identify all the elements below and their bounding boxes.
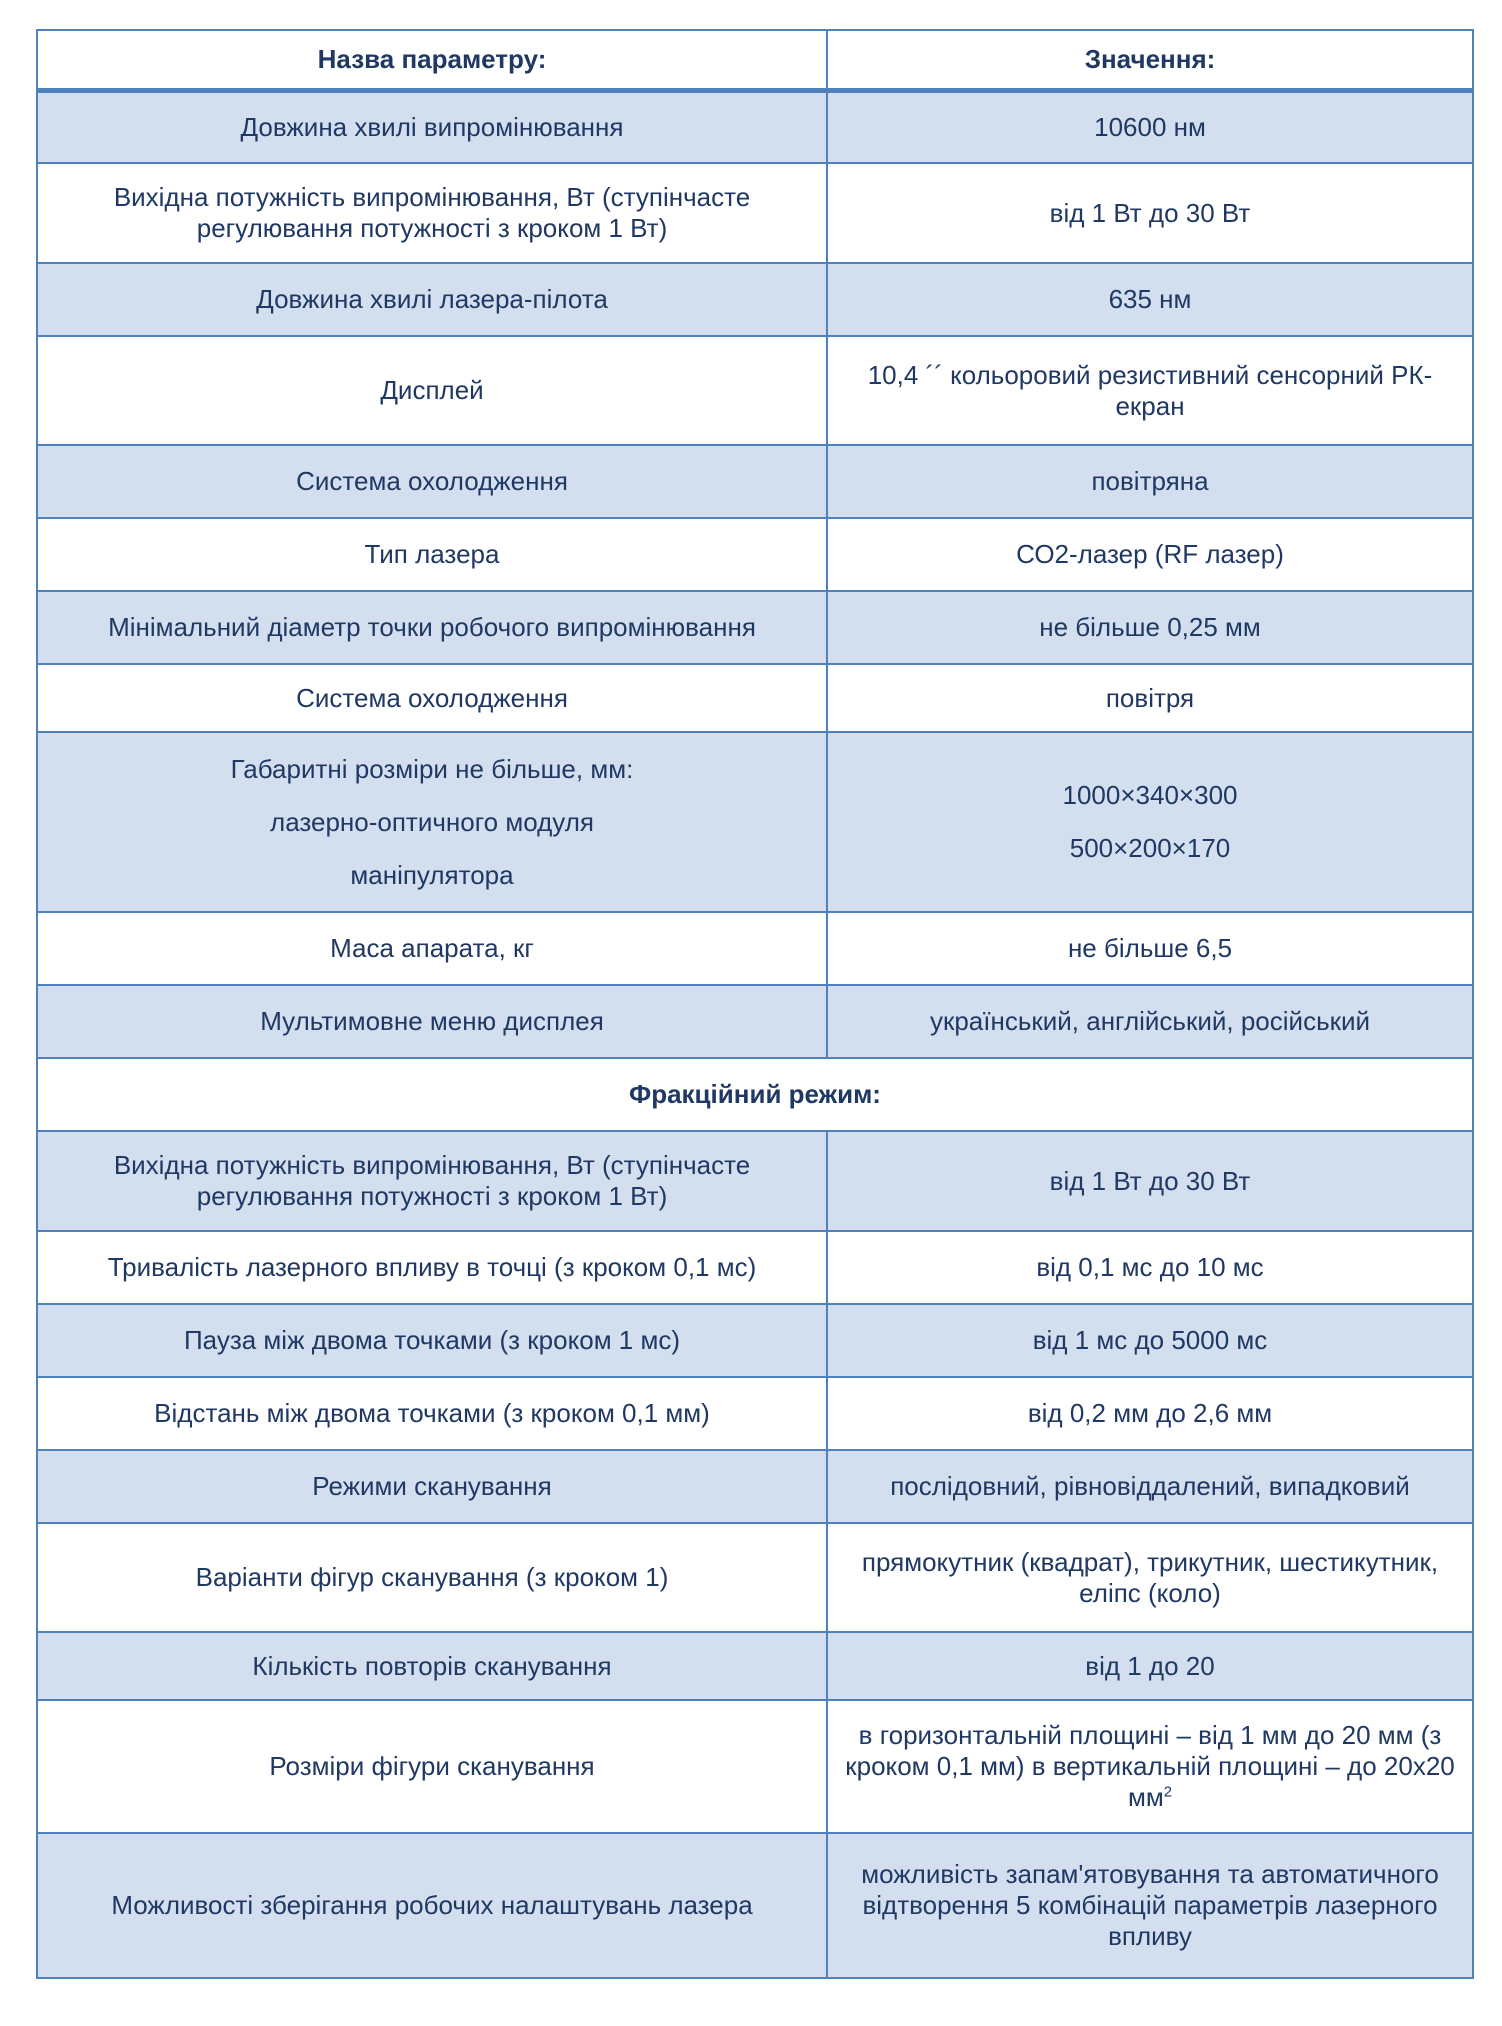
value-cell: прямокутник (квадрат), трикутник, шестикутник, еліпс (коло) bbox=[827, 1523, 1473, 1632]
dimensions-module-label: лазерно-оптичного модуля bbox=[270, 806, 594, 837]
table-row bbox=[37, 1131, 1473, 1231]
value-cell: СО2-лазер (RF лазер) bbox=[827, 518, 1473, 591]
dimensions-row bbox=[37, 732, 1473, 912]
value-cell: не більше 6,5 bbox=[827, 912, 1473, 985]
table-row bbox=[37, 985, 1473, 1058]
value-cell: від 0,1 мс до 10 мс bbox=[827, 1231, 1473, 1304]
section-title: Фракційний режим: bbox=[37, 1058, 1473, 1131]
dimensions-heading: Габаритні розміри не більше, мм: bbox=[230, 753, 634, 784]
table-row bbox=[37, 1231, 1473, 1304]
table-row bbox=[37, 1632, 1473, 1700]
param-cell: Кількість повторів сканування bbox=[37, 1632, 827, 1700]
table-row bbox=[37, 1700, 1473, 1833]
param-cell: Відстань між двома точками (з кроком 0,1 мм) bbox=[37, 1377, 827, 1450]
param-cell: Вихідна потужність випромінювання, Вт (ступінчасте регулювання потужності з кроком 1 Вт) bbox=[37, 163, 827, 263]
param-cell: Розміри фігури сканування bbox=[37, 1700, 827, 1833]
table-row bbox=[37, 1450, 1473, 1523]
table-row bbox=[37, 1377, 1473, 1450]
value-cell: від 1 Вт до 30 Вт bbox=[827, 163, 1473, 263]
table-row bbox=[37, 591, 1473, 664]
table-row bbox=[37, 163, 1473, 263]
dimensions-param-cell bbox=[37, 732, 827, 912]
value-cell: повітря bbox=[827, 664, 1473, 732]
param-cell: Вихідна потужність випромінювання, Вт (ступінчасте регулювання потужності з кроком 1 Вт) bbox=[37, 1131, 827, 1231]
dimensions-module-value: 1000×340×300 bbox=[1062, 780, 1238, 810]
value-cell bbox=[827, 1700, 1473, 1833]
table-row bbox=[37, 263, 1473, 336]
table-row bbox=[37, 1304, 1473, 1377]
param-cell: Маса апарата, кг bbox=[37, 912, 827, 985]
param-cell: Варіанти фігур сканування (з кроком 1) bbox=[37, 1523, 827, 1632]
dimensions-value-cell bbox=[827, 732, 1473, 912]
value-cell: український, англійський, російський bbox=[827, 985, 1473, 1058]
value-cell: 10600 нм bbox=[827, 90, 1473, 163]
param-cell: Тривалість лазерного впливу в точці (з кроком 0,1 мс) bbox=[37, 1231, 827, 1304]
value-cell: від 1 мс до 5000 мс bbox=[827, 1304, 1473, 1377]
param-cell: Дисплей bbox=[37, 336, 827, 445]
value-cell: можливість запам'ятовування та автоматичного відтворення 5 комбінацій параметрів лазерного впливу bbox=[827, 1833, 1473, 1978]
header-value: Значення: bbox=[827, 30, 1473, 90]
superscript-two: 2 bbox=[1163, 1783, 1173, 1801]
param-cell: Тип лазера bbox=[37, 518, 827, 591]
dimensions-manipulator-value: 500×200×170 bbox=[1069, 833, 1231, 863]
table-row bbox=[37, 1523, 1473, 1632]
value-cell: 10,4 ´´ кольоровий резистивний сенсорний РК-екран bbox=[827, 336, 1473, 445]
param-cell: Мінімальний діаметр точки робочого випромінювання bbox=[37, 591, 827, 664]
param-cell: Система охолодження bbox=[37, 445, 827, 518]
value-cell: послідовний, рівновіддалений, випадковий bbox=[827, 1450, 1473, 1523]
param-cell: Мультимовне меню дисплея bbox=[37, 985, 827, 1058]
value-cell: не більше 0,25 мм bbox=[827, 591, 1473, 664]
value-cell: від 0,2 мм до 2,6 мм bbox=[827, 1377, 1473, 1450]
specifications-table bbox=[36, 29, 1474, 1979]
param-cell: Довжина хвилі лазера-пілота bbox=[37, 263, 827, 336]
value-cell: від 1 Вт до 30 Вт bbox=[827, 1131, 1473, 1231]
table-row bbox=[37, 90, 1473, 163]
table-row bbox=[37, 664, 1473, 732]
table-row bbox=[37, 1833, 1473, 1978]
param-cell: Пауза між двома точками (з кроком 1 мс) bbox=[37, 1304, 827, 1377]
scan-size-value: в горизонтальній площині – від 1 мм до 20 мм (з кроком 0,1 мм) в вертикальній площині – до 20х20 мм bbox=[845, 1720, 1455, 1812]
param-cell: Система охолодження bbox=[37, 664, 827, 732]
param-cell: Довжина хвилі випромінювання bbox=[37, 90, 827, 163]
value-cell: 635 нм bbox=[827, 263, 1473, 336]
table-row bbox=[37, 518, 1473, 591]
dimensions-manipulator-label: маніпулятора bbox=[350, 859, 514, 890]
value-cell: від 1 до 20 bbox=[827, 1632, 1473, 1700]
header-row bbox=[37, 30, 1473, 90]
section-row bbox=[37, 1058, 1473, 1131]
value-cell: повітряна bbox=[827, 445, 1473, 518]
table-row bbox=[37, 445, 1473, 518]
param-cell: Можливості зберігання робочих налаштувань лазера bbox=[37, 1833, 827, 1978]
table-row bbox=[37, 912, 1473, 985]
header-param: Назва параметру: bbox=[37, 30, 827, 90]
param-cell: Режими сканування bbox=[37, 1450, 827, 1523]
table-row bbox=[37, 336, 1473, 445]
